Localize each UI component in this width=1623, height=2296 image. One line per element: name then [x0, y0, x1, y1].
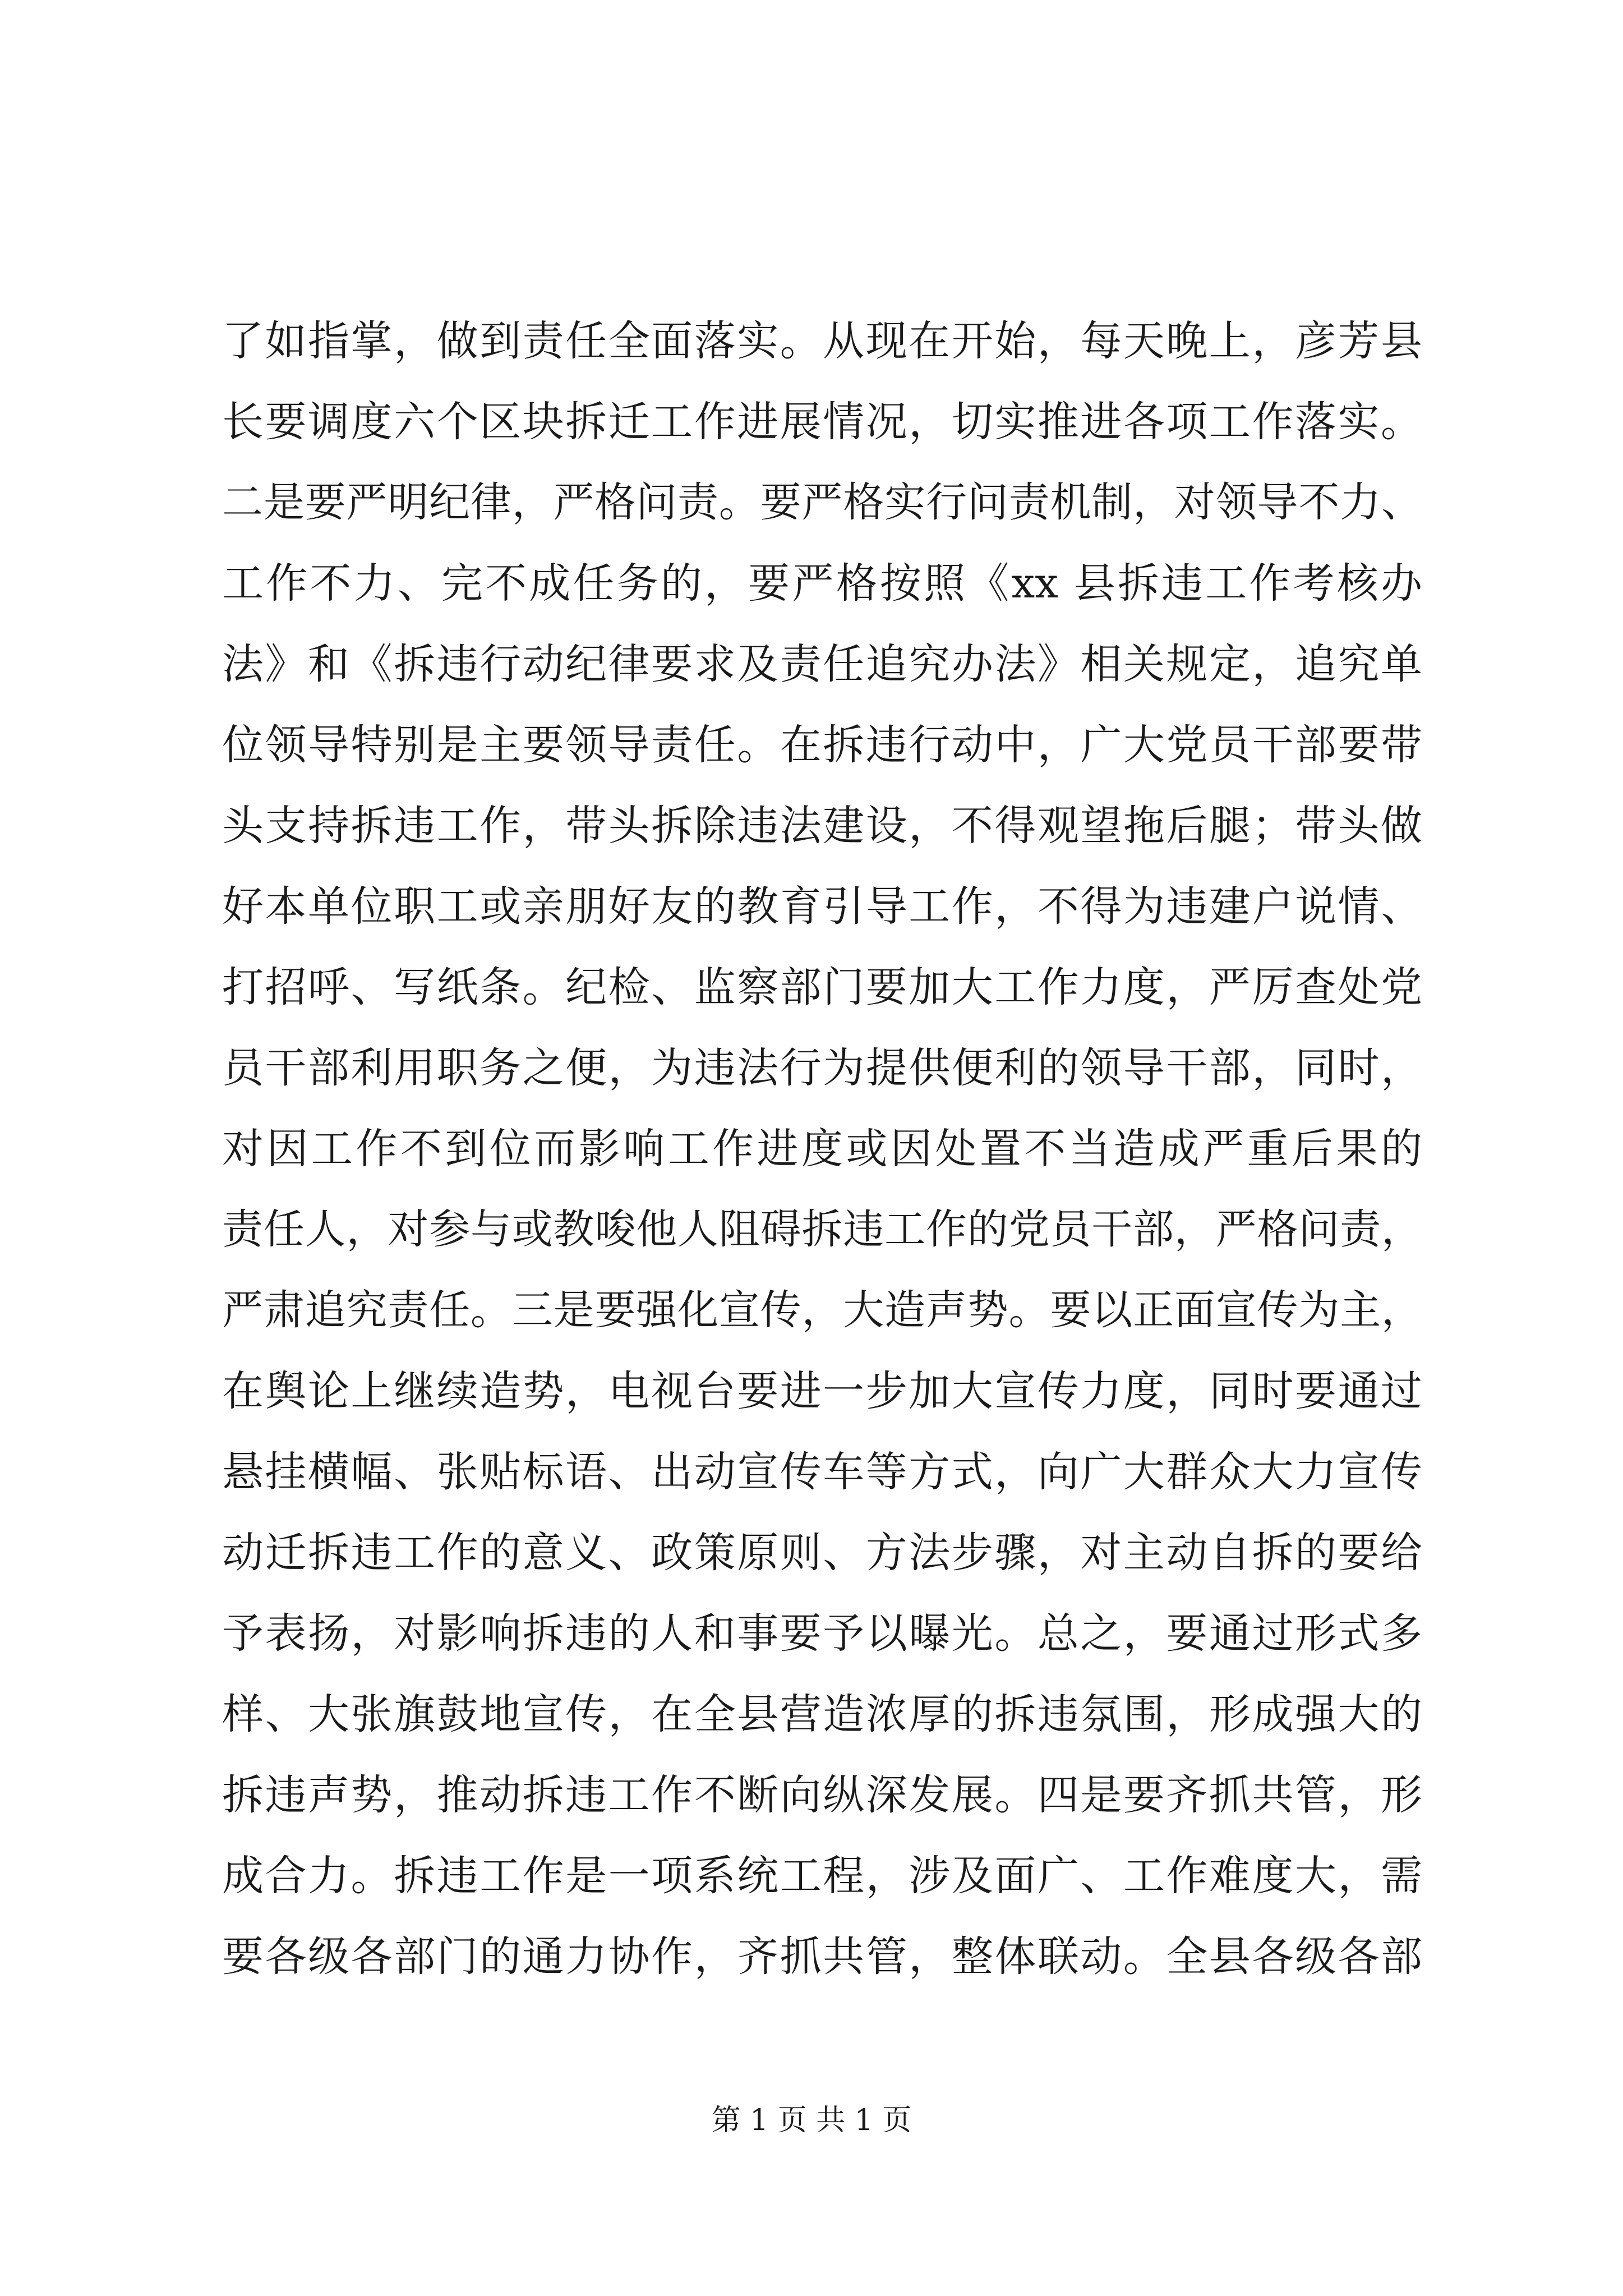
text-line: 拆违声势，推动拆违工作不断向纵深发展。四是要齐抓共管，形: [222, 1771, 1422, 1819]
text-line: 头支持拆违工作，带头拆除违法建设，不得观望拖后腿；带头做: [222, 802, 1422, 850]
text-line: 责任人，对参与或教唆他人阻碍拆违工作的党员干部，严格问责，: [222, 1205, 1422, 1253]
text-line: 二是要严明纪律，严格问责。要严格实行问责机制，对领导不力、: [222, 478, 1422, 526]
text-line: 员干部利用职务之便，为违法行为提供便利的领导干部，同时，: [222, 1044, 1422, 1092]
text-line: 成合力。拆违工作是一项系统工程，涉及面广、工作难度大，需: [222, 1852, 1422, 1900]
text-line: 工作不力、完不成任务的，要严格按照《xx 县拆违工作考核办: [222, 559, 1422, 608]
text-line: 长要调度六个区块拆迁工作进展情况，切实推进各项工作落实。: [222, 398, 1422, 446]
text-line: 予表扬，对影响拆违的人和事要予以曝光。总之，要通过形式多: [222, 1609, 1422, 1658]
text-line: 样、大张旗鼓地宣传，在全县营造浓厚的拆违氛围，形成强大的: [222, 1690, 1422, 1738]
text-line: 要各级各部门的通力协作，齐抓共管，整体联动。全县各级各部: [222, 1932, 1422, 1981]
text-line: 悬挂横幅、张贴标语、出动宣传车等方式，向广大群众大力宣传: [222, 1448, 1422, 1496]
text-line: 严肃追究责任。三是要强化宣传，大造声势。要以正面宣传为主，: [222, 1286, 1422, 1334]
page-footer: 第 1 页 共 1 页: [711, 2104, 912, 2137]
text-line: 好本单位职工或亲朋好友的教育引导工作，不得为违建户说情、: [222, 882, 1422, 931]
text-line: 法》和《拆违行动纪律要求及责任追究办法》相关规定，追究单: [222, 640, 1422, 688]
text-line: 位领导特别是主要领导责任。在拆违行动中，广大党员干部要带: [222, 721, 1422, 769]
text-line: 在舆论上继续造势，电视台要进一步加大宣传力度，同时要通过: [222, 1367, 1422, 1415]
text-line: 了如指掌，做到责任全面落实。从现在开始，每天晚上，彦芳县: [222, 317, 1422, 365]
body-text: [222, 301, 1422, 1997]
text-line: 对因工作不到位而影响工作进度或因处置不当造成严重后果的: [222, 1125, 1422, 1173]
text-line: 动迁拆违工作的意义、政策原则、方法步骤，对主动自拆的要给: [222, 1529, 1422, 1577]
text-line: 打招呼、写纸条。纪检、监察部门要加大工作力度，严厉查处党: [222, 963, 1422, 1011]
